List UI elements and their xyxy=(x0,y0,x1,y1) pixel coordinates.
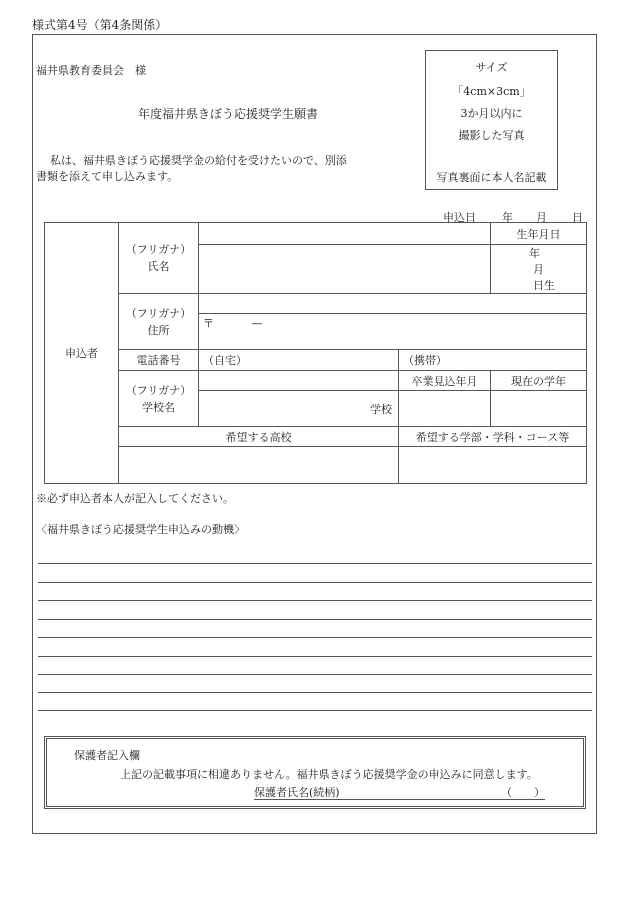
birth-month: 月 xyxy=(533,263,544,276)
school-label: （フリガナ） 学校名 xyxy=(119,371,199,427)
phone-home-input[interactable] xyxy=(199,350,399,371)
guardian-heading: 保護者記入欄 xyxy=(74,749,140,762)
applicant-section-label: 申込者 xyxy=(45,223,119,484)
guardian-name-field[interactable] xyxy=(254,784,545,800)
name-label: （フリガナ） 氏名 xyxy=(119,223,199,294)
photo-taken: 撮影した写真 xyxy=(458,129,525,142)
application-date-month: 月 xyxy=(536,211,547,224)
application-date-label: 申込日 xyxy=(443,211,476,224)
photo-recency: 3か月以内に xyxy=(460,107,523,120)
graduation-label: 卒業見込年月 xyxy=(399,371,491,391)
school-furigana-input[interactable] xyxy=(199,371,399,391)
guardian-relation: （ ） xyxy=(501,786,545,799)
phone-home-label: （自宅） xyxy=(203,354,247,367)
address-furigana-input[interactable] xyxy=(199,294,587,314)
photo-size-label: サイズ xyxy=(475,61,508,74)
applicant-table xyxy=(44,222,587,484)
ruled-line xyxy=(38,563,592,564)
notice: ※必ず申込者本人が記入してください。 xyxy=(36,492,234,505)
address-input[interactable] xyxy=(199,314,587,350)
ruled-line xyxy=(38,656,592,657)
photo-dimensions: 「4cm×3cm」 xyxy=(452,85,531,98)
ruled-line xyxy=(38,692,592,693)
school-name-input[interactable] xyxy=(199,391,399,427)
current-grade-label: 現在の学年 xyxy=(491,371,587,391)
phone-mobile-input[interactable] xyxy=(399,350,587,371)
ruled-line xyxy=(38,637,592,638)
phone-mobile-label: （携帯） xyxy=(403,354,447,367)
current-grade-input[interactable] xyxy=(491,391,587,427)
ruled-line xyxy=(38,710,592,711)
desired-high-school-label: 希望する高校 xyxy=(119,427,399,447)
form-number: 様式第4号（第4条関係） xyxy=(32,18,168,32)
address-label: （フリガナ） 住所 xyxy=(119,294,199,350)
guardian-statement: 上記の記載事項に相違ありません。福井県きぼう応援奨学金の申込みに同意します。 xyxy=(120,768,538,781)
desired-department-input[interactable] xyxy=(399,447,587,484)
photo-box xyxy=(425,50,558,190)
ruled-line xyxy=(38,582,592,583)
ruled-line xyxy=(38,600,592,601)
desired-high-school-input[interactable] xyxy=(119,447,399,484)
birth-date-label: 生年月日 xyxy=(491,223,587,245)
birth-year: 年 xyxy=(529,247,540,260)
photo-back-note: 写真裏面に本人名記載 xyxy=(436,171,547,184)
name-input[interactable] xyxy=(199,245,491,294)
phone-label: 電話番号 xyxy=(119,350,199,371)
addressee: 福井県教育委員会 様 xyxy=(36,64,146,77)
application-date-day: 日 xyxy=(572,211,583,224)
intro-line-1: 私は、福井県きぼう応援奨学金の給付を受けたいので、別添 xyxy=(50,154,347,167)
form-title: 年度福井県きぼう応援奨学生願書 xyxy=(138,107,319,121)
name-furigana-input[interactable] xyxy=(199,223,491,245)
school-suffix: 学校 xyxy=(370,402,392,416)
ruled-line xyxy=(38,619,592,620)
guardian-name-label: 保護者氏名(続柄) xyxy=(254,786,340,799)
birth-date-input[interactable] xyxy=(491,245,587,294)
ruled-line xyxy=(38,674,592,675)
birth-day: 日生 xyxy=(533,279,555,292)
application-date-year: 年 xyxy=(502,211,513,224)
intro-line-2: 書類を添えて申し込みます。 xyxy=(36,170,179,183)
postal-dash: — xyxy=(251,317,263,330)
graduation-input[interactable] xyxy=(399,391,491,427)
desired-department-label: 希望する学部・学科・コース等 xyxy=(399,427,587,447)
postal-mark: 〒 xyxy=(203,317,214,330)
motivation-label: 〈福井県きぼう応援奨学生申込みの動機〉 xyxy=(36,523,245,536)
guardian-section xyxy=(44,736,586,809)
